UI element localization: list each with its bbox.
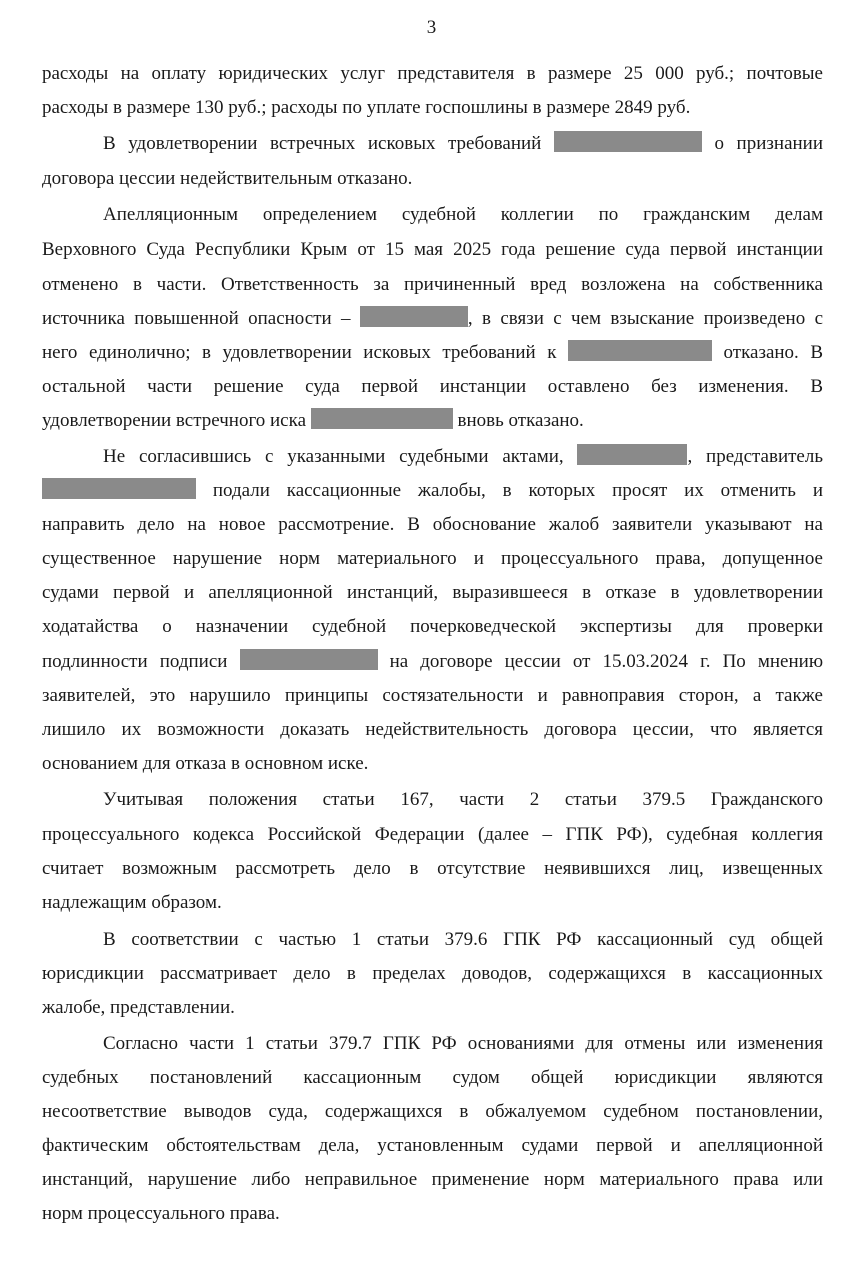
text-line: подлинности подписи на договоре цессии от 15.03.2024 г. По мнению [42, 651, 824, 672]
text-line: удовлетворении встречного иска вновь отказано. [42, 410, 584, 431]
redaction-block [240, 649, 378, 670]
text-line: фактическим обстоятельствам дела, установленным судами первой и апелляционной [42, 1135, 823, 1156]
text-line: судебных постановлений кассационным судом общей юрисдикции являются [42, 1067, 823, 1088]
text-line: лишило их возможности доказать недействительность договора цессии, что является [42, 719, 823, 740]
text-line: процессуального кодекса Российской Федерации (далее – ГПК РФ), судебная коллегия [42, 824, 823, 845]
text-line: направить дело на новое рассмотрение. В обоснование жалоб заявители указывают на [42, 514, 823, 535]
text-line: отменено в части. Ответственность за причиненный вред возложена на собственника [42, 274, 823, 295]
redaction-block [311, 408, 453, 429]
text-line: Согласно части 1 статьи 379.7 ГПК РФ основаниями для отмены или изменения [103, 1033, 823, 1054]
text-line: инстанций, нарушение либо неправильное применение норм материального права или [42, 1169, 823, 1190]
text-line: подали кассационные жалобы, в которых просят их отменить и [42, 474, 823, 508]
text-line: В удовлетворении встречных исковых требований о признании [103, 133, 824, 154]
text-line: надлежащим образом. [42, 892, 222, 913]
text-line: жалобе, представлении. [42, 997, 235, 1018]
text-line: Апелляционным определением судебной коллегии по гражданским делам [103, 204, 823, 225]
page-number: 3 [426, 17, 437, 38]
text-line: него единолично; в удовлетворении исковых требований к отказано. В [42, 342, 823, 363]
text-line: Верховного Суда Республики Крым от 15 мая 2025 года решение суда первой инстанции [42, 239, 823, 260]
redaction-block [42, 478, 196, 499]
text-line: остальной части решение суда первой инстанции оставлено без изменения. В [42, 376, 823, 397]
text-line: ходатайства о назначении судебной почерковедческой экспертизы для проверки [42, 616, 823, 637]
redaction-block [577, 444, 687, 465]
text-line: Не согласившись с указанными судебными актами, , представитель [103, 446, 823, 467]
redaction-block [568, 340, 712, 361]
text-line: источника повышенной опасности – , в связи с чем взыскание произведено с [42, 308, 824, 329]
text-line: считает возможным рассмотреть дело в отсутствие неявившихся лиц, извещенных [42, 858, 823, 879]
text-line: В соответствии с частью 1 статьи 379.6 ГПК РФ кассационный суд общей [103, 929, 823, 950]
text-line: основанием для отказа в основном иске. [42, 753, 369, 774]
text-line: несоответствие выводов суда, содержащихся в обжалуемом судебном постановлении, [42, 1101, 823, 1122]
text-line: Учитывая положения статьи 167, части 2 статьи 379.5 Гражданского [103, 789, 823, 810]
text-line: договора цессии недействительным отказано. [42, 168, 413, 189]
text-line: юрисдикции рассматривает дело в пределах доводов, содержащихся в кассационных [42, 963, 823, 984]
redaction-block [554, 131, 702, 152]
redaction-block [360, 306, 468, 327]
text-line: судами первой и апелляционной инстанций, выразившееся в отказе в удовлетворении [42, 582, 823, 603]
text-line: существенное нарушение норм материального и процессуального права, допущенное [42, 548, 823, 569]
text-line: норм процессуального права. [42, 1203, 280, 1224]
text-line: расходы на оплату юридических услуг представителя в размере 25 000 руб.; почтовые [42, 63, 823, 84]
text-line: заявителей, это нарушило принципы состязательности и равноправия сторон, а также [42, 685, 823, 706]
text-line: расходы в размере 130 руб.; расходы по уплате госпошлины в размере 2849 руб. [42, 97, 691, 118]
